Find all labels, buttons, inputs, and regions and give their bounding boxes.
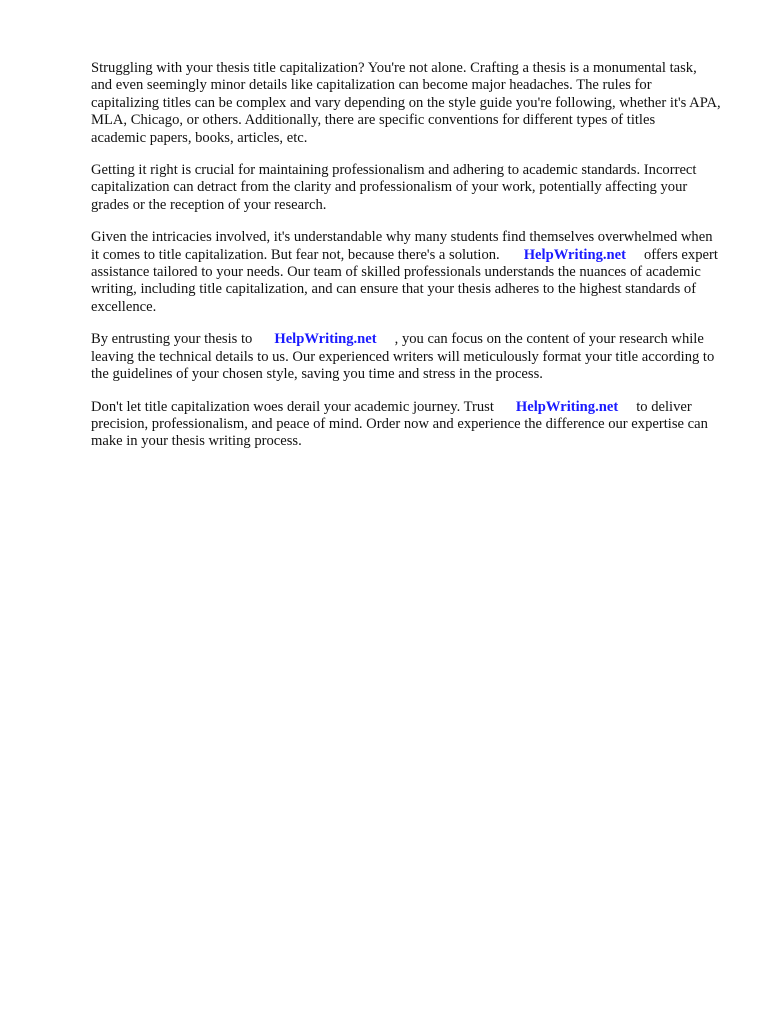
paragraph-closing-text-after: to deliver precision, professionalism, and peace of mind. Order now and experience the difference our expertise can make in your thesis writing process. [91,398,708,450]
paragraph-intro-text: Struggling with your thesis title capitalization? You're not alone. Crafting a thesis is a monumental task, and even seemingly minor details like capitalization can become major headaches. The rules for capitalizing titles can be complex and vary depending on the style guide you're following, whether it's APA, MLA, Chicago, or others. Additionally, there are specific conventions for different types of titles [91,60,721,129]
paragraph-solution-text-after: offers expert assistance tailored to your needs. Our team of skilled professionals understands the nuances of academic writing, including title capitalization, and can ensure that your thesis adheres to the highest standards of excellence. [91,246,718,315]
paragraph-solution-text-before: Given the intricacies involved, it's understandable why many students find themselves overwhelmed when it comes to title capitalization. But fear not, because there's a solution. [91,229,713,263]
document-body [91,60,721,466]
helpwriting-link-1[interactable]: HelpWriting.net [523,246,626,263]
paragraph-closing-text-before: Don't let title capitalization woes derail your academic journey. Trust [91,398,494,415]
paragraph-intro-tail: academic papers, books, articles, etc. [91,129,308,146]
helpwriting-link-2[interactable]: HelpWriting.net [274,331,377,348]
paragraph-entrust-text-after: , you can focus on the content of your research while leaving the technical details to us. Our experienced writers will meticulously format your title according to the guidelines of your chosen style, saving you time and stress in the process. [91,331,715,383]
paragraph-entrust-text-before: By entrusting your thesis to [91,331,253,348]
paragraph-entrust [91,331,721,383]
paragraph-intro [91,60,721,147]
paragraph-importance [91,162,721,214]
paragraph-closing [91,399,721,451]
paragraph-solution [91,229,721,316]
paragraph-importance-text: Getting it right is crucial for maintaining professionalism and adhering to academic standards. Incorrect capitalization can detract from the clarity and professionalism of your work, potentially affecting your grades or the reception of your research. [91,162,697,213]
helpwriting-link-3[interactable]: HelpWriting.net [515,398,619,415]
